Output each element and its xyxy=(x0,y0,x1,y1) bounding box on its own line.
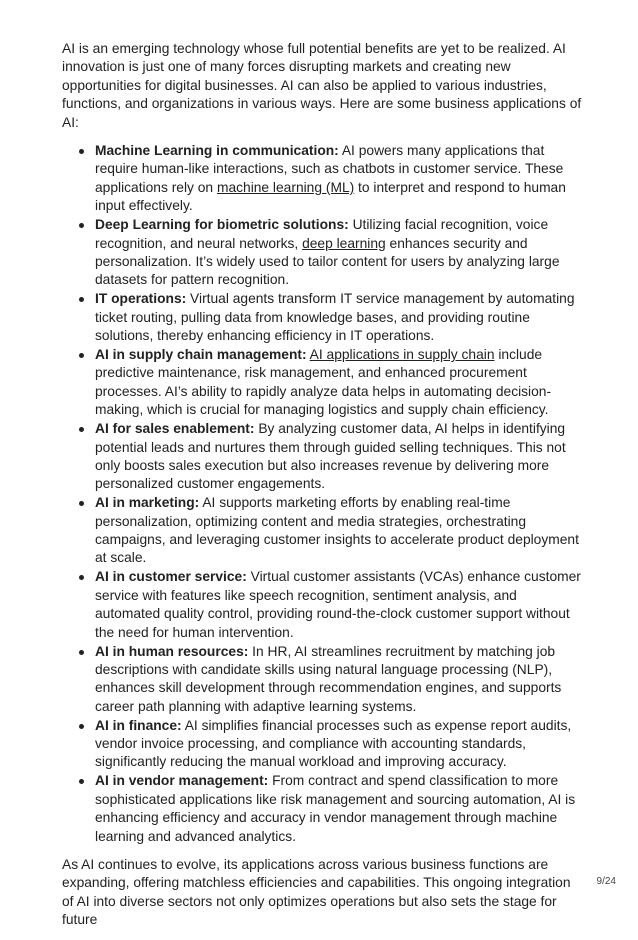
page-number: 9/24 xyxy=(596,876,616,887)
article-body xyxy=(62,40,582,940)
bullet-icon xyxy=(79,149,84,154)
list-item xyxy=(95,494,582,568)
list-item xyxy=(95,290,582,345)
list-item-text: include predictive maintenance, risk management, and enhanced procurement processes. AI’s ability to rapidly analyze data helps in automating decision-making, which is crucial for managing logistics and supply chain efficiency. xyxy=(95,347,552,418)
list-item xyxy=(95,142,582,216)
list-item-title: AI in customer service: xyxy=(95,569,247,585)
bullet-icon xyxy=(79,575,84,580)
list-item-text: Virtual agents transform IT service management by automating ticket routing, pulling data from knowledge bases, and providing routine solutions, thereby enhancing efficiency in IT operations. xyxy=(95,291,575,344)
list-item xyxy=(95,420,582,494)
list-item-title: Deep Learning for biometric solutions: xyxy=(95,217,349,233)
inline-link[interactable]: machine learning (ML) xyxy=(216,179,355,195)
bullet-icon xyxy=(79,223,84,228)
list-item-text: AI powers many applications that require human-like interactions, such as chatbots in customer service. These applications rely on xyxy=(95,143,564,195)
inline-link[interactable]: AI applications in supply chain xyxy=(309,347,495,362)
business-applications-list xyxy=(62,142,582,846)
list-item xyxy=(95,717,582,772)
list-item-title: AI for sales enablement: xyxy=(95,421,255,437)
list-item-text: to interpret and respond to human input effectively. xyxy=(95,179,566,214)
list-item-title: AI in finance: xyxy=(95,717,182,733)
list-item xyxy=(95,216,582,290)
bullet-icon xyxy=(79,779,84,784)
list-item-text: From contract and spend classification to more sophisticated applications like risk management and sourcing automation, AI is enhancing efficiency and accuracy in vendor management through machine learning and advanced analytics. xyxy=(95,773,576,844)
intro-paragraph: AI is an emerging technology whose full potential benefits are yet to be realized. AI innovation is just one of many forces disrupting markets and creating new opportunities for digital businesses. AI can also be applied to various industries, functions, and organizations in various ways. Here are some business applications of AI: xyxy=(62,41,582,130)
bullet-icon xyxy=(79,501,84,506)
bullet-icon xyxy=(79,353,84,358)
list-item-text: AI supports marketing efforts by enabling real-time personalization, optimizing content and media strategies, orchestrating campaigns, and leveraging customer insights to accelerate product deployment at scale. xyxy=(95,495,579,566)
inline-link[interactable]: deep learning xyxy=(302,235,386,251)
list-item-text: By analyzing customer data, AI helps in identifying potential leads and nurtures them through guided selling techniques. This not only boosts sales execution but also increases revenue by delivering more personalized customer engagements. xyxy=(95,421,566,492)
list-item xyxy=(95,568,582,642)
bullet-icon xyxy=(79,297,84,302)
closing-paragraph: As AI continues to evolve, its applications across various business functions are expanding, offering matchless efficiencies and capabilities. This ongoing integration of AI into diverse sectors not only optimizes operations but also sets the stage for future xyxy=(62,856,571,928)
bullet-icon xyxy=(79,427,84,432)
list-item xyxy=(95,772,582,846)
list-item-title: Machine Learning in communication: xyxy=(95,143,339,159)
list-item-title: IT operations: xyxy=(95,291,187,307)
list-item-text: Utilizing facial recognition, voice recognition, and neural networks, xyxy=(95,217,549,251)
list-item xyxy=(95,643,582,717)
list-item-text: Virtual customer assistants (VCAs) enhance customer service with features like speech recognition, sentiment analysis, and automated quality control, providing round-the-clock customer support without the need for human intervention. xyxy=(95,569,581,640)
list-item xyxy=(95,346,582,420)
list-item-text: In HR, AI streamlines recruitment by matching job descriptions with candidate skills using natural language processing (NLP), enhances skill development through recommendation engines, and supports career path planning with adaptive learning systems. xyxy=(95,643,562,714)
bullet-icon xyxy=(79,724,84,729)
bullet-icon xyxy=(79,650,84,655)
list-item-title: AI in supply chain management: xyxy=(95,347,307,362)
list-item-text: AI simplifies financial processes such as expense report audits, vendor invoice processing, and compliance with accounting standards, significantly reducing the manual workload and improving accuracy. xyxy=(95,717,572,770)
list-item-title: AI in human resources: xyxy=(95,643,249,659)
list-item-text: enhances security and personalization. It’s widely used to tailor content for users by analyzing large datasets for pattern recognition. xyxy=(95,235,560,288)
list-item-title: AI in marketing: xyxy=(95,495,200,511)
list-item-title: AI in vendor management: xyxy=(95,773,269,789)
